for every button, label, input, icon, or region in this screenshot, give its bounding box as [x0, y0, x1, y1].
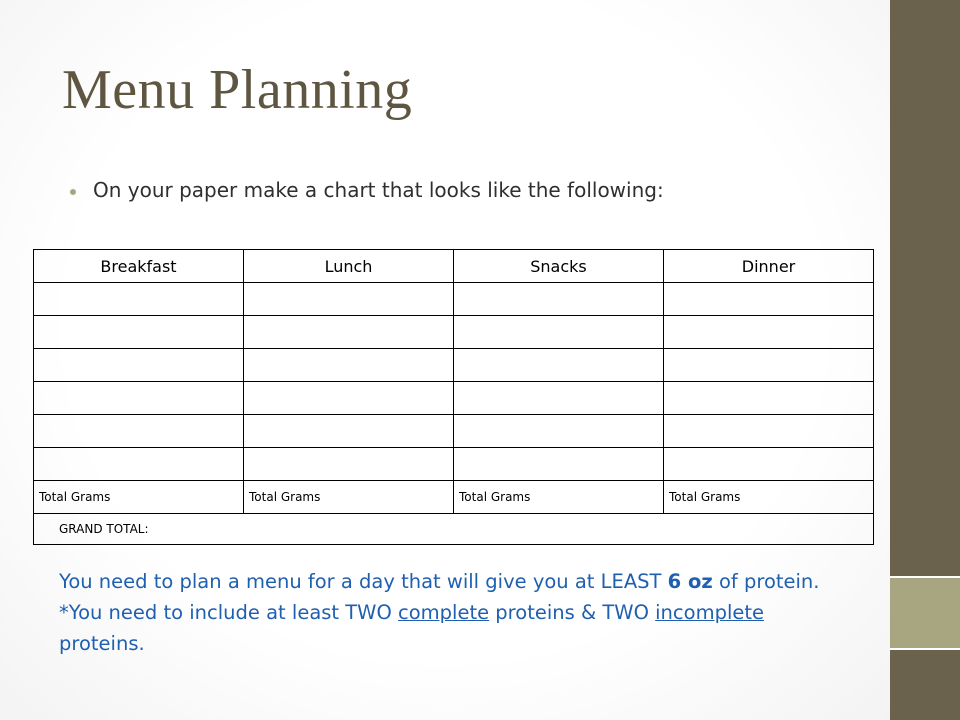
instructions-emphasis: 6 oz	[667, 570, 713, 593]
table-row	[34, 448, 874, 481]
table-cell	[34, 316, 244, 349]
total-grams-dinner: Total Grams	[664, 481, 874, 514]
sidebar-band-accent	[890, 578, 960, 648]
table-header-row	[34, 250, 874, 283]
header-lunch: Lunch	[244, 250, 454, 283]
table-body	[34, 283, 874, 545]
instructions-text	[59, 566, 849, 659]
header-snacks: Snacks	[454, 250, 664, 283]
sidebar-band-top	[890, 0, 960, 576]
instructions-part1: You need to plan a menu for a day that will give you at LEAST	[59, 570, 668, 593]
table-row	[34, 415, 874, 448]
bullet-item	[70, 178, 664, 202]
instructions-part4: proteins.	[59, 632, 145, 655]
table-row	[34, 382, 874, 415]
table-cell	[244, 448, 454, 481]
table-cell	[244, 382, 454, 415]
incomplete-link[interactable]: incomplete	[655, 601, 764, 624]
table-cell	[34, 382, 244, 415]
table-cell	[454, 316, 664, 349]
table-cell	[244, 349, 454, 382]
table-cell	[34, 415, 244, 448]
header-breakfast: Breakfast	[34, 250, 244, 283]
table-cell	[454, 382, 664, 415]
menu-chart-table	[33, 249, 874, 545]
table-cell	[244, 415, 454, 448]
table-cell	[244, 316, 454, 349]
grand-total-row	[34, 514, 874, 545]
table-cell	[664, 415, 874, 448]
sidebar-band-bottom	[890, 650, 960, 720]
table-cell	[34, 349, 244, 382]
totals-row	[34, 481, 874, 514]
page-title: Menu Planning	[62, 59, 413, 121]
table-row	[34, 316, 874, 349]
table-cell	[454, 283, 664, 316]
table-cell	[244, 283, 454, 316]
header-dinner: Dinner	[664, 250, 874, 283]
bullet-text: On your paper make a chart that looks like the following:	[93, 178, 664, 202]
bullet-dot-icon	[70, 189, 76, 195]
complete-link[interactable]: complete	[398, 601, 490, 624]
table-cell	[454, 448, 664, 481]
total-grams-snacks: Total Grams	[454, 481, 664, 514]
table-row	[34, 283, 874, 316]
table-cell	[34, 283, 244, 316]
total-grams-lunch: Total Grams	[244, 481, 454, 514]
table-cell	[664, 283, 874, 316]
total-grams-breakfast: Total Grams	[34, 481, 244, 514]
table-cell	[454, 415, 664, 448]
instructions-part3: proteins & TWO	[489, 601, 656, 624]
table-cell	[664, 448, 874, 481]
table-cell	[664, 349, 874, 382]
table-cell	[664, 316, 874, 349]
grand-total-cell: GRAND TOTAL:	[34, 514, 874, 545]
instructions-part2: of protein. *You need to include at least TWO	[59, 570, 820, 624]
table-cell	[664, 382, 874, 415]
table-cell	[34, 448, 244, 481]
table-cell	[454, 349, 664, 382]
table-row	[34, 349, 874, 382]
